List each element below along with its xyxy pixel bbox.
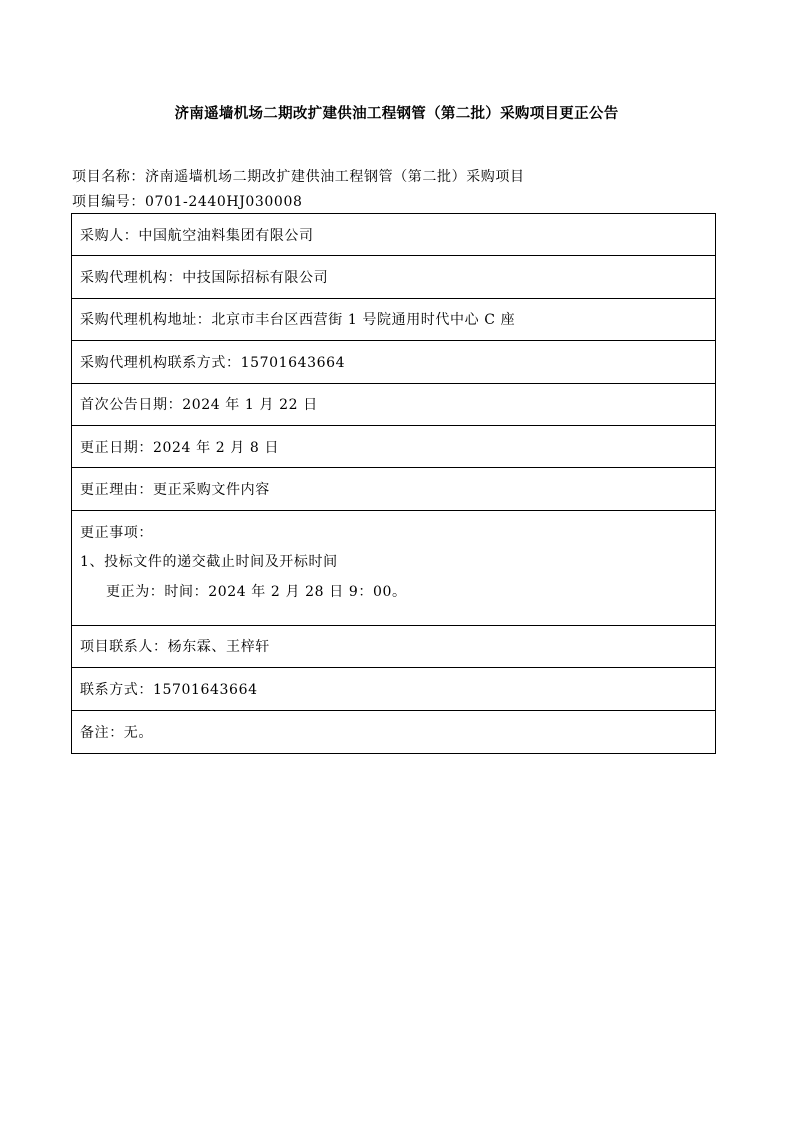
project-name: 项目名称：济南遥墙机场二期改扩建供油工程钢管（第二批）采购项目 bbox=[72, 169, 525, 185]
agency-address-row: 采购代理机构地址：北京市丰台区西营街 1 号院通用时代中心 C 座 bbox=[72, 299, 715, 341]
document-title: 济南遥墙机场二期改扩建供油工程钢管（第二批）采购项目更正公告 bbox=[174, 106, 619, 122]
correction-items-row bbox=[72, 511, 715, 626]
notice-table bbox=[71, 213, 716, 754]
purchaser-row: 采购人：中国航空油料集团有限公司 bbox=[72, 214, 715, 256]
correction-date-row: 更正日期：2024 年 2 月 8 日 bbox=[72, 426, 715, 468]
contact-method-row: 联系方式：15701643664 bbox=[72, 668, 715, 710]
remarks-row: 备注：无。 bbox=[80, 724, 153, 741]
correction-reason-row: 更正理由：更正采购文件内容 bbox=[72, 468, 715, 510]
first-notice-date-row: 首次公告日期：2024 年 1 月 22 日 bbox=[72, 384, 715, 426]
correction-item-1: 1、投标文件的递交截止时间及开标时间 bbox=[80, 554, 338, 571]
correction-item-1-detail: 更正为：时间：2024 年 2 月 28 日 9：00。 bbox=[106, 583, 407, 600]
agency-contact-row: 采购代理机构联系方式：15701643664 bbox=[72, 341, 715, 383]
correction-items-heading: 更正事项： bbox=[80, 524, 153, 541]
project-code: 项目编号：0701-2440HJ030008 bbox=[72, 194, 303, 210]
agency-row: 采购代理机构：中技国际招标有限公司 bbox=[72, 256, 715, 298]
project-contact-row: 项目联系人：杨东霖、王梓轩 bbox=[72, 626, 715, 668]
